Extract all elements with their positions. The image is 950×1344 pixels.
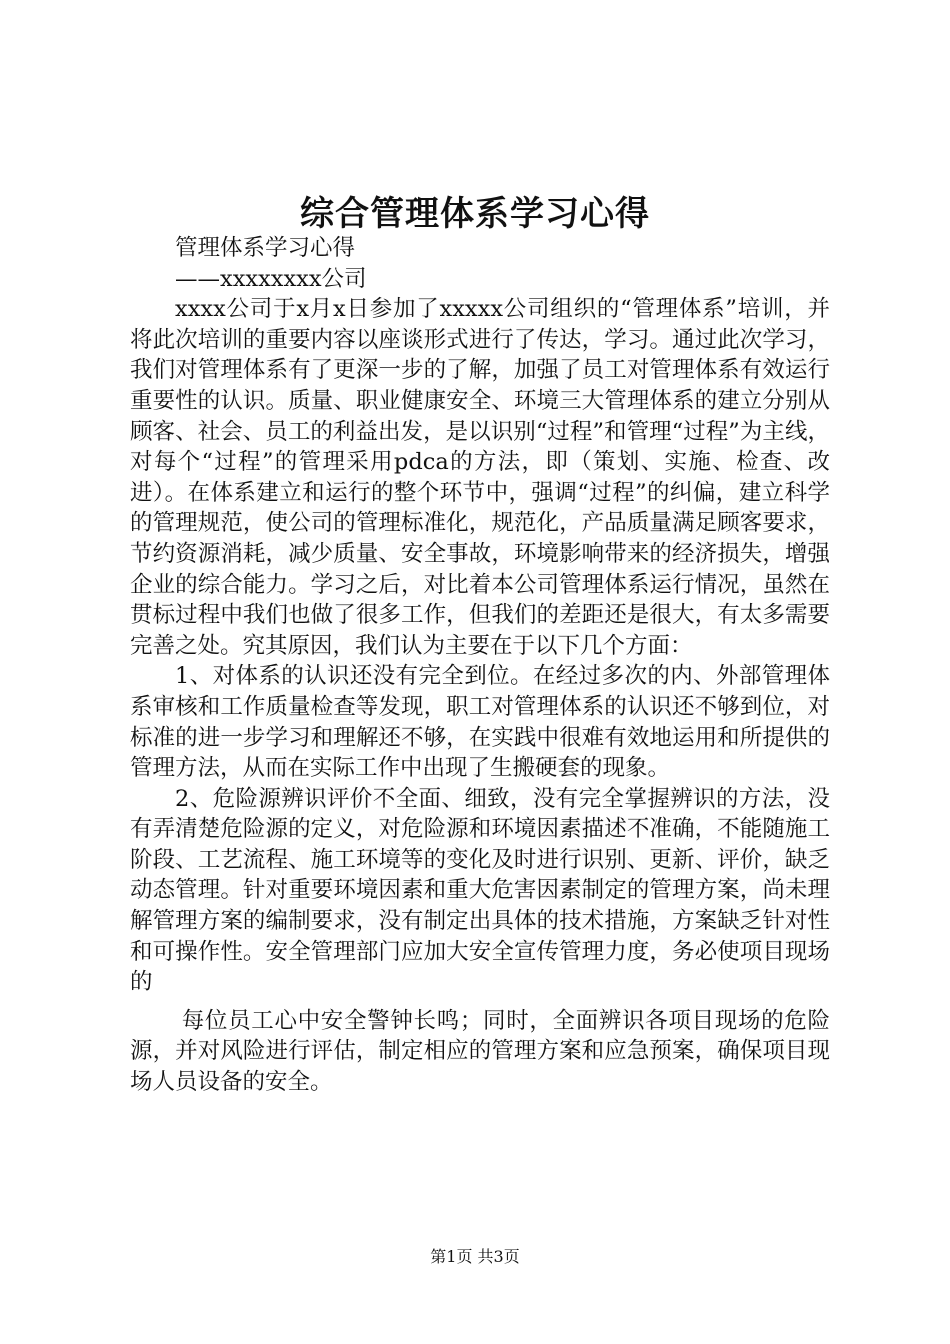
author-line: ——xxxxxxxx公司: [175, 265, 367, 292]
subtitle: 管理体系学习心得: [175, 235, 356, 261]
paragraph-point-2: 2、危险源辨识评价不全面、细致，没有完全掌握辨识的方法，没有弄清楚危险源的定义，对危险源和环境因素描述不准确，不能随施工阶段、工艺流程、施工环境等的变化及时进行识别、更新、评价，缺乏动态管理。针对重要环境因素和重大危害因素制定的管理方案，尚未理解管理方案的编制要求，没有制定出具体的技术措施，方案缺乏针对性和可操作性。安全管理部门应加大安全宣传管理力度，务必使项目现场的: [130, 785, 830, 996]
paragraph-point-1: 1、对体系的认识还没有完全到位。在经过多次的内、外部管理体系审核和工作质量检查等发现，职工对管理体系的认识还不够到位，对标准的进一步学习和理解还不够，在实践中很难有效地运用和所提供的管理方法，从而在实际工作中出现了生搬硬套的现象。: [130, 663, 830, 782]
document-body: [130, 233, 830, 1098]
paragraph-intro: xxxx公司于x月x日参加了xxxxx公司组织的“管理体系”培训，并将此次培训的重要内容以座谈形式进行了传达，学习。通过此次学习，我们对管理体系有了更深一步的了解，加强了员工对管理体系有效运行重要性的认识。质量、职业健康安全、环境三大管理体系的建立分别从顾客、社会、员工的利益出发，是以识别“过程”和管理“过程”为主线，对每个“过程”的管理采用pdca的方法，即（策划、实施、检查、改进）。在体系建立和运行的整个环节中，强调“过程”的纠偏，建立科学的管理规范，使公司的管理标准化，规范化，产品质量满足顾客要求，节约资源消耗，减少质量、安全事故，环境影响带来的经济损失，增强企业的综合能力。学习之后，对比着本公司管理体系运行情况，虽然在贯标过程中我们也做了很多工作，但我们的差距还是很大，有太多需要完善之处。究其原因，我们认为主要在于以下几个方面：: [130, 296, 830, 659]
paragraph-continuation: 每位员工心中安全警钟长鸣；同时，全面辨识各项目现场的危险源，并对风险进行评估，制定相应的管理方案和应急预案，确保项目现场人员设备的安全。: [130, 1007, 830, 1096]
page-indicator: 第1页 共3页: [430, 1247, 520, 1266]
document-title: 综合管理体系学习心得: [300, 194, 650, 234]
